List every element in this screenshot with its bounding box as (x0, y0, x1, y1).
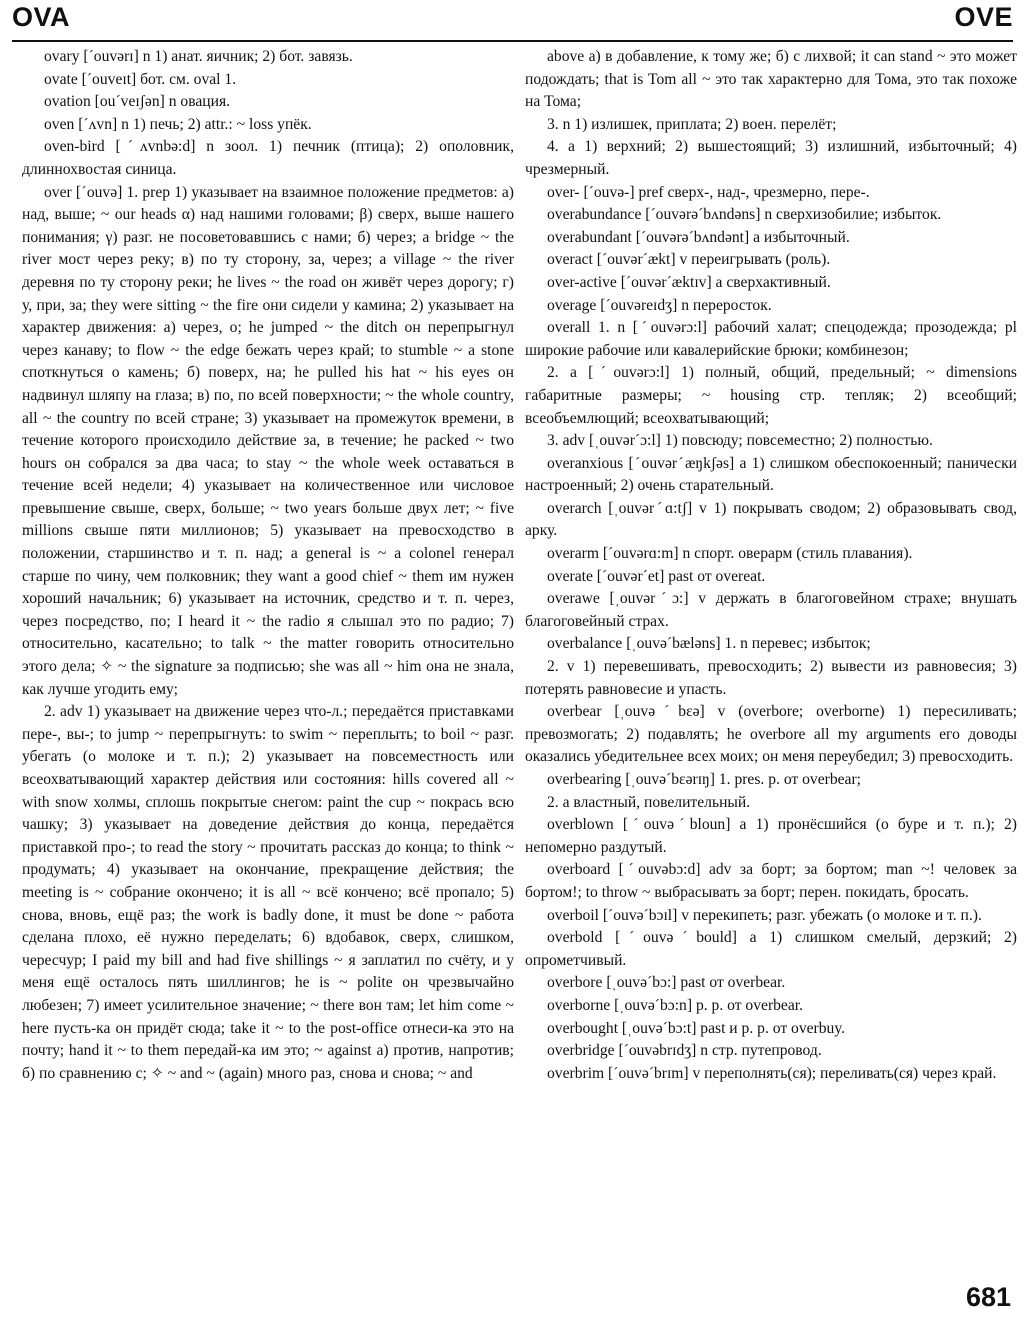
page-header-left: OVA (12, 2, 71, 32)
entry-overbrim: overbrim [ˊouvəˊbrɪm] v переполнять(ся); переливать(ся) через край. (547, 1064, 997, 1082)
entry-overborne: overborne [ˌouvəˊbɔ:n] p. p. от overbear. (547, 996, 804, 1014)
page-header-right: OVE (954, 2, 1013, 32)
page-number: 681 (965, 1282, 1011, 1312)
entry-over-noun: 3. n 1) излишек, приплата; 2) воен. перелёт; (547, 115, 837, 133)
entry-overbore: overbore [ˌouvəˊbɔ:] past от overbear. (547, 974, 786, 992)
entry-over-prep: over [ˊouvə] 1. prep 1) указывает на взаимное положение предметов: а) над, выше; ~ our heads α) над нашими головами; β) сверх, выше нашего понимания; γ) разг. не посоветовавшись с нами; б) через; a bridge ~ the river мост через реку; в) по ту сторону, за, через; a village ~ the river деревня по ту сторону реки; he lives ~ the road он живёт через дорогу; г) у, при, за; they were sitting ~ the fire они сидели у камина; 2) указывает на характер движения: а) через, о; he jumped ~ the ditch он перепрыгнул через канаву; to flow ~ the edge бежать через край; to stumble ~ a stone споткнуться о камень; б) поверх, на; he pulled his hat ~ his eyes он надвинул шляпу на глаза; в) по, по всей поверхности; ~ the whole country, all ~ the country по всей стране; 3) указывает на промежуток времени, в течение которого происходило действие за, в течение; he packed ~ two hours он собрался за два часа; to stay ~ the whole week оставаться в течение всей недели; 4) указывает на количественное или числовое превышение свыше, сверх, больше; ~ two years больше двух лет; ~ five millions свыше пяти миллионов; 5) указывает на превосходство в положении, старшинство и т. п. над; a general is ~ a colonel генерал старше по чину, чем полковник; they want a good chief ~ them им нужен хороший начальник; 6) указывает на источник, средство и т. п. через, через посредство, по; I heard it ~ the radio я слышал это по радио; 7) относительно, касательно; to talk ~ the matter говорить относительно этого дела; ✧ ~ the signature за подписью; she was all ~ him она не знала, как лучше угодить ему; (22, 183, 514, 698)
entry-overbearing-participle: overbearing [ˌouvəˊbɛərɪŋ] 1. pres. p. от overbear; (547, 771, 861, 788)
entry-over-adj: 4. a 1) верхний; 2) вышестоящий; 3) излишний, избыточный; 4) чрезмерный. (525, 138, 1017, 178)
entry-overabundant: overabundant [ˊouvərəˊbʌndənt] a избыточный. (547, 228, 850, 246)
entry-over-adv: 2. adv 1) указывает на движение через что-л.; передаётся приставками пере-, вы-; to jump ~ перепрыгнуть: to swim ~ переплыть; to boil ~ разг. убегать (о молоке и т. п.); 2) указывает на повсеместность или всеохватывающий характер действия или состояния: hills covered all ~ with snow холмы, сплошь покрытые снегом: paint the cup ~ покрась всю чашку; 3) указывает на доведение действия до конца, передаётся приставкой про-; to read the story ~ прочитать рассказ до конца; to think ~ продумать; 4) указывает на окончание, прекращение действия; the meeting is ~ собрание окончено; it is all ~ всё кончено; всё пропало; 5) снова, вновь, ещё раз; the work is badly done, it must be done ~ работа сделана плохо, её нужно переделать; 6) вдобавок, сверх, слишком, чересчур; I paid my bill and had five shillings ~ я заплатил по счёту, и у меня ещё осталось пять шиллингов; he is ~ polite он чрезвычайно любезен; 7) имеет усилительное значение; ~ there вон там; let him come ~ here пусть-ка он придёт сюда; take it ~ to the post-office отнеси-ка это на почту; hand it ~ to them передай-ка им это; ~ against а) против, напротив; б) по сравнению с; ✧ ~ and ~ (again) много раз, снова и снова; ~ and (22, 703, 514, 1082)
entry-overbear: overbear [ˌouvəˊbɛə] v (overbore; overborne) 1) пересиливать; превозмогать; 2) подавлять; he overbore all my arguments его доводы оказались убедительнее всех моих; он меня переубедил; 3) превосходить. (525, 703, 1017, 766)
entry-overage: overage [ˊouvəreɪdʒ] n переросток. (547, 296, 772, 314)
entry-oven: oven [ˊʌvn] n 1) печь; 2) attr.: ~ loss упёк. (44, 115, 312, 133)
entry-ovate: ovate [ˊouveɪt] бот. см. oval 1. (44, 70, 237, 88)
entry-overbought: overbought [ˌouvəˊbɔ:t] past и p. p. от overbuy. (547, 1019, 846, 1037)
entry-over-prefix: over- [ˊouvə-] pref сверх-, над-, чрезмерно, пере-. (547, 183, 870, 201)
header-rule (12, 40, 1013, 42)
entry-overbridge: overbridge [ˊouvəbrɪdʒ] n стр. путепровод. (547, 1042, 822, 1060)
entry-overbalance-verb: 2. v 1) перевешивать, превосходить; 2) вывести из равновесия; 3) потерять равновесие и упасть. (525, 658, 1017, 698)
entry-overate: overate [ˊouvərˊet] past от overeat. (547, 567, 766, 585)
entry-over-continued: above а) в добавление, к тому же; б) с лихвой; it can stand ~ это может подождать; that is Tom all ~ это так характерно для Тома, это так похоже на Тома; (525, 48, 1017, 111)
entry-overabundance: overabundance [ˊouvərəˊbʌndəns] n сверхизобилие; избыток. (547, 206, 942, 224)
left-column (22, 46, 514, 1085)
entry-overall-adv: 3. adv [ˌouvərˊɔ:l] 1) повсюду; повсеместно; 2) полностью. (547, 432, 933, 450)
entry-overboard: overboard [ˊouvəbɔ:d] adv за борт; за бортом; man ~! человек за бортом!; to throw ~ выбрасывать за борт; перен. покидать, бросать. (525, 861, 1017, 901)
entry-overall-adj: 2. a [ˊouvərɔ:l] 1) полный, общий, предельный; ~ dimensions габаритные размеры; ~ housing стр. тепляк; 2) всеобщий; всеобъемлющий; всеохватывающий; (525, 364, 1017, 427)
entry-overbalance-noun: overbalance [ˌouvəˊbæləns] 1. n перевес; избыток; (547, 635, 871, 653)
entry-overboil: overboil [ˊouvəˊbɔɪl] v перекипеть; разг. убежать (о молоке и т. п.). (547, 906, 982, 924)
entry-oven-bird: oven-bird [ˊʌvnbə:d] n зоол. 1) печник (птица); 2) ополовник, длиннохвостая синица. (22, 138, 514, 178)
entry-ovary: ovary [ˊouvərɪ] n 1) анат. яичник; 2) бот. завязь. (44, 48, 353, 65)
entry-overblown: overblown [ˊouvəˊbloun] a 1) пронёсшийся (о буре и т. п.); 2) непомерно раздутый. (525, 816, 1017, 856)
entry-overbold: overbold [ˊouvəˊbould] a 1) слишком смелый, дерзкий; 2) опрометчивый. (525, 929, 1017, 969)
entry-over-active: over-active [ˊouvərˊæktɪv] a сверхактивный. (547, 273, 831, 291)
entry-overall-noun: overall 1. n [ˊouvərɔ:l] рабочий халат; спецодежда; прозодежда; pl широкие рабочие или кавалерийские брюки; комбинезон; (525, 319, 1017, 359)
entry-overawe: overawe [ˌouvərˊɔ:] v держать в благоговейном страхе; внушать благоговейный страх. (525, 590, 1017, 630)
entry-overbearing-adj: 2. a властный, повелительный. (547, 793, 751, 811)
entry-overanxious: overanxious [ˊouvərˊæŋkʃəs] a 1) слишком обеспокоенный; панически настроенный; 2) очень старательный. (525, 454, 1017, 495)
entry-ovation: ovation [ouˊveɪʃən] n овация. (44, 93, 231, 111)
entry-overact: overact [ˊouvərˊækt] v переигрывать (роль). (547, 251, 831, 269)
entry-overarm: overarm [ˊouvərɑ:m] n спорт. оверарм (стиль плавания). (547, 545, 913, 563)
entry-overarch: overarch [ˌouvərˊɑ:tʃ] v 1) покрывать сводом; 2) образовывать свод, арку. (525, 499, 1017, 540)
right-column (525, 46, 1017, 1085)
